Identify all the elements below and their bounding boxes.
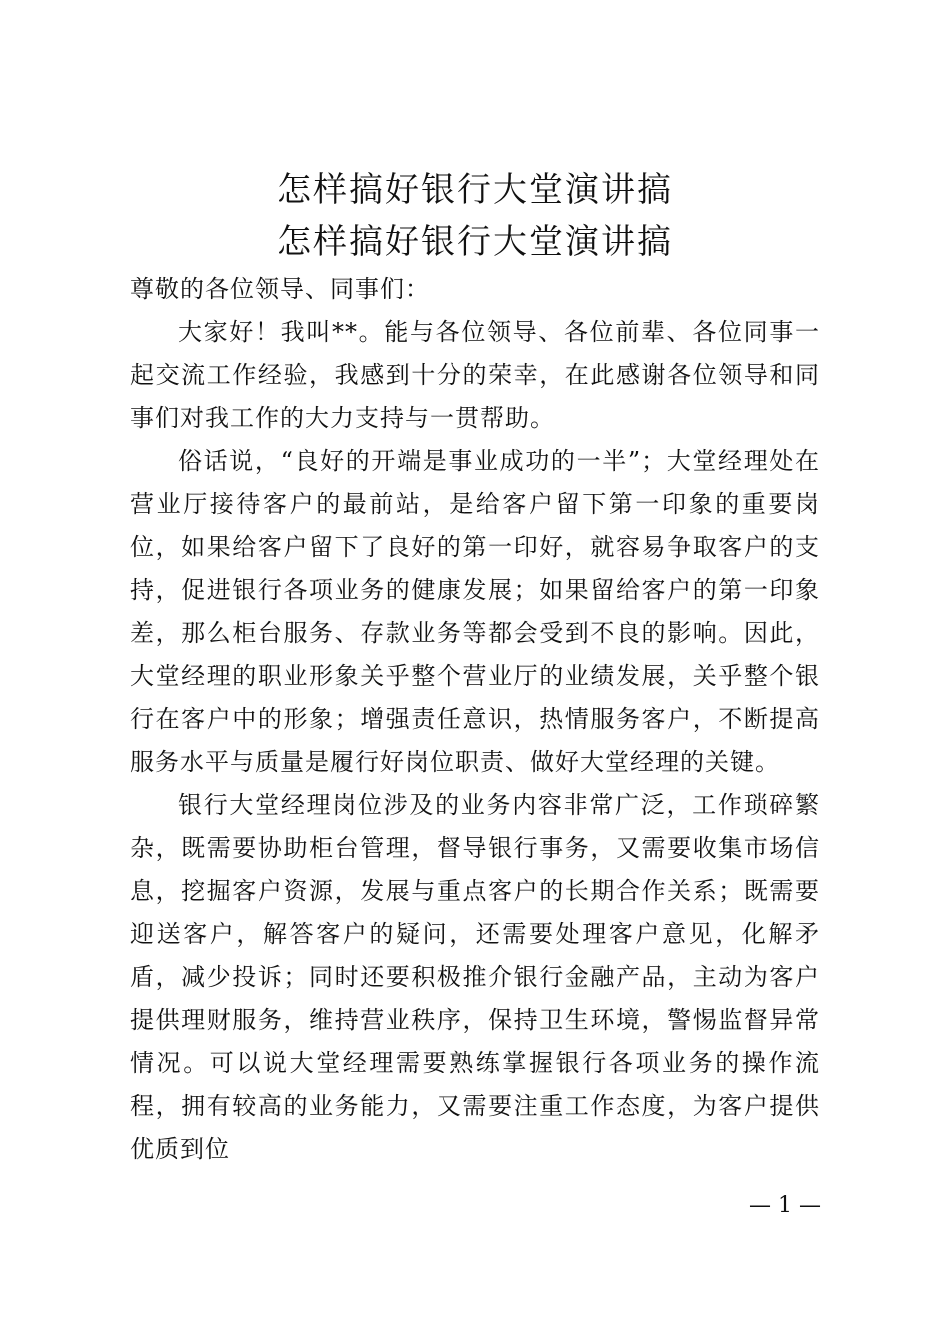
document-title-repeat: 怎样搞好银行大堂演讲搞 <box>277 222 673 262</box>
document-title: 怎样搞好银行大堂演讲搞 <box>277 170 673 210</box>
salutation: 尊敬的各位领导、同事们： <box>130 275 430 303</box>
page-number: — 1 — <box>749 1193 821 1218</box>
paragraph-greeting: 大家好！我叫**。能与各位领导、各位前辈、各位同事一起交流工作经验，我感到十分的荣幸，在此感谢各位领导和同事们对我工作的大力支持与一贯帮助。 <box>130 318 820 432</box>
document-body <box>130 268 820 1171</box>
paragraph-first-impression: 俗话说，“良好的开端是事业成功的一半”；大堂经理处在营业厅接待客户的最前站，是给客户留下第一印象的重要岗位，如果给客户留下了良好的第一印好，就容易争取客户的支持，促进银行各项业务的健康发展；如果留给客户的第一印象差，那么柜台服务、存款业务等都会受到不良的影响。因此，大堂经理的职业形象关乎整个营业厅的业绩发展，关乎整个银行在客户中的形象；增强责任意识，热情服务客户，不断提高服务水平与质量是履行好岗位职责、做好大堂经理的关键。 <box>130 447 820 776</box>
paragraph-job-duties: 银行大堂经理岗位涉及的业务内容非常广泛，工作琐碎繁杂，既需要协助柜台管理，督导银行事务，又需要收集市场信息，挖掘客户资源，发展与重点客户的长期合作关系；既需要迎送客户，解答客户的疑问，还需要处理客户意见，化解矛盾，减少投诉；同时还要积极推介银行金融产品，主动为客户提供理财服务，维持营业秩序，保持卫生环境，警惕监督异常情况。可以说大堂经理需要熟练掌握银行各项业务的操作流程，拥有较高的业务能力，又需要注重工作态度，为客户提供优质到位 <box>130 791 820 1163</box>
